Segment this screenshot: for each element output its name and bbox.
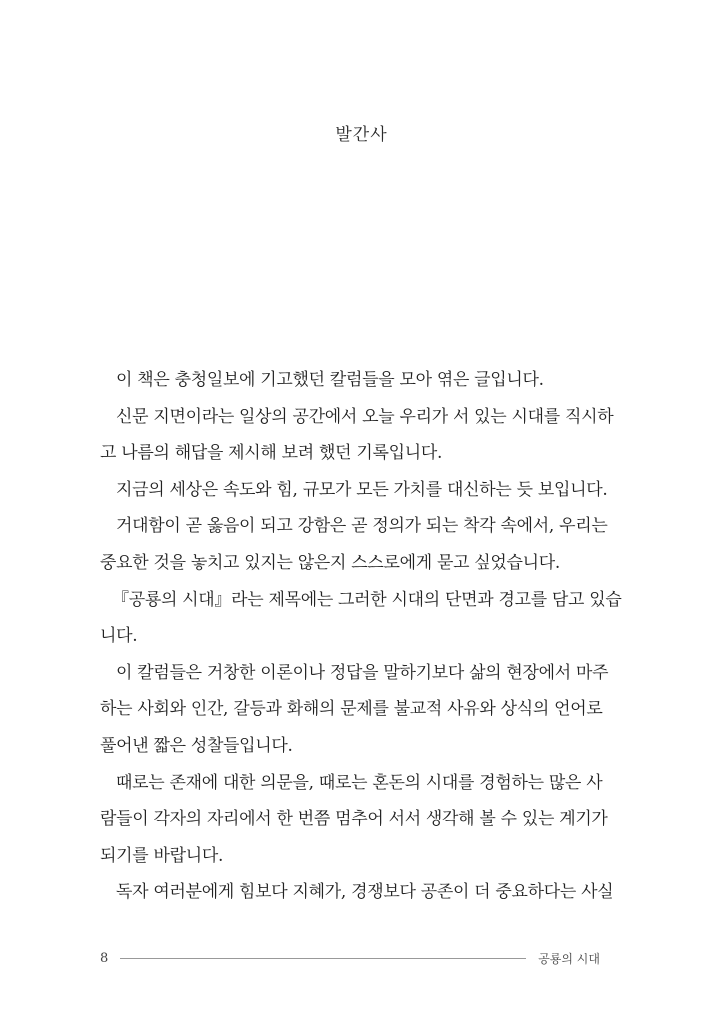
text-line: 이 책은 충청일보에 기고했던 칼럼들을 모아 엮은 글입니다. xyxy=(116,370,544,390)
text-line: 하는 사회와 인간, 갈등과 화해의 문제를 불교적 사유와 상식의 언어로 xyxy=(100,699,603,720)
page-title: 발간사 xyxy=(335,125,388,145)
page-footer xyxy=(100,946,600,970)
text-line: 『공룡의 시대』라는 제목에는 그러한 시대의 단면과 경고를 담고 있습 xyxy=(112,589,622,610)
text-line: 니다. xyxy=(100,626,138,647)
text-line: 고 나름의 해답을 제시해 보려 했던 기록입니다. xyxy=(100,443,443,464)
text-line: 독자 여러분에게 힘보다 지혜가, 경쟁보다 공존이 더 중요하다는 사실 xyxy=(116,882,614,903)
text-line: 람들이 각자의 자리에서 한 번쯤 멈추어 서서 생각해 볼 수 있는 계기가 xyxy=(100,809,608,830)
text-line: 풀어낸 짧은 성찰들입니다. xyxy=(100,735,293,756)
footer-rule xyxy=(120,958,526,959)
text-line: 중요한 것을 놓치고 있지는 않은지 스스로에게 묻고 싶었습니다. xyxy=(100,552,561,573)
text-line: 되기를 바랍니다. xyxy=(100,845,224,866)
page-number: 8 xyxy=(100,950,109,966)
running-title: 공룡의 시대 xyxy=(538,951,600,966)
text-line: 거대함이 곧 옳음이 되고 강함은 곧 정의가 되는 착각 속에서, 우리는 xyxy=(116,516,608,537)
text-line: 이 칼럼들은 거창한 이론이나 정답을 말하기보다 삶의 현장에서 마주 xyxy=(116,662,609,683)
text-line: 지금의 세상은 속도와 힘, 규모가 모든 가치를 대신하는 듯 보입니다. xyxy=(116,479,608,500)
body-text xyxy=(100,362,622,911)
text-line: 때로는 존재에 대한 의문을, 때로는 혼돈의 시대를 경험하는 많은 사 xyxy=(116,772,603,793)
text-line: 신문 지면이라는 일상의 공간에서 오늘 우리가 서 있는 시대를 직시하 xyxy=(116,406,614,427)
